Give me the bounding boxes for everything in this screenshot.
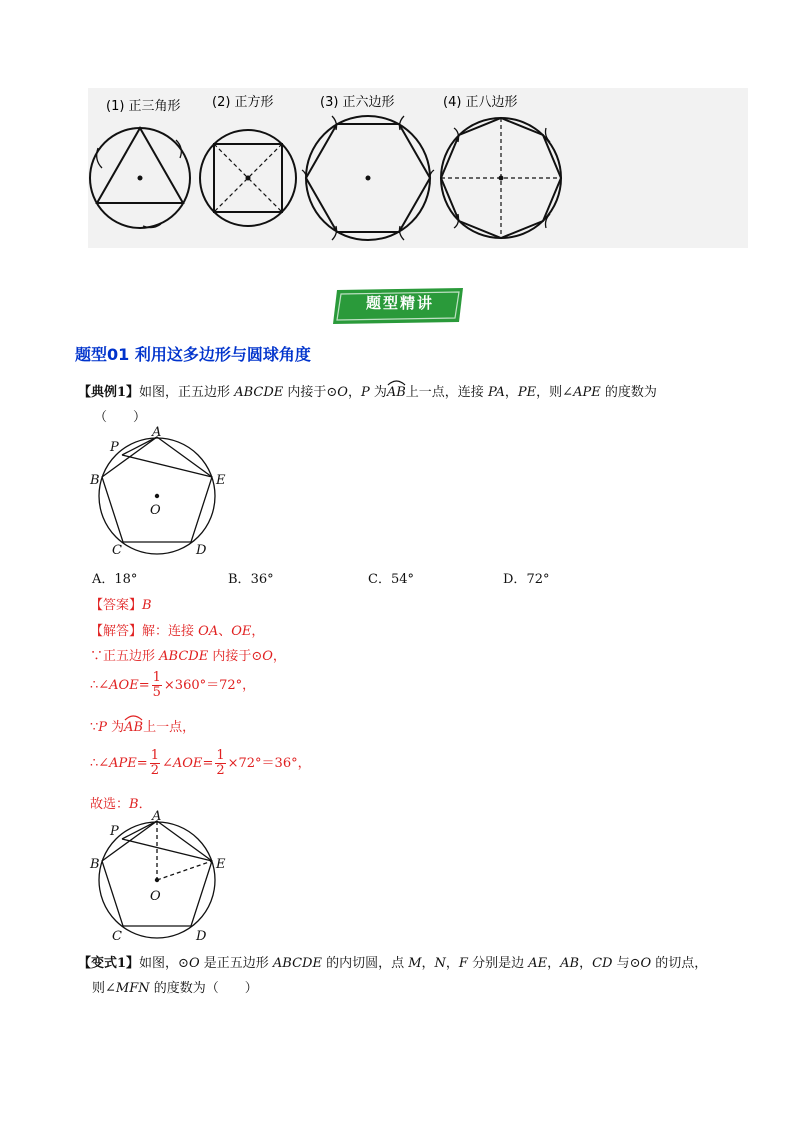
variant-text: ， [579,956,593,971]
fraction-one-fifth [152,671,162,700]
option-label: A． [92,572,115,587]
solution-text: ， [272,649,286,664]
label-a: A [152,425,162,440]
variant-var: CD [592,956,613,971]
pentagon-diagram-2-svg [88,810,238,948]
example-text: 上一点，连接 [405,385,488,400]
variant-text: 与⊙ [612,956,641,971]
option-b[interactable] [228,568,274,587]
solution-line-1 [90,620,264,639]
figure-label-hexagon: (3) 正六边形 [320,95,395,110]
solution-var: AOE [109,678,139,693]
polygon-constructions-figure [88,88,748,248]
example-text: ，则∠ [536,385,574,400]
variant-var: O [640,956,652,971]
solution-text: = [136,756,148,771]
variant-1-question [78,952,707,971]
variant-text: ， [547,956,561,971]
pentagon-diagram-1 [88,424,238,562]
solution-text: ∠ [161,756,173,771]
variant-text: 是正五边形 [199,956,273,971]
variant-text: ， [421,956,435,971]
solution-line-5 [90,749,311,778]
example-text: 为 [369,385,387,400]
option-value: 36° [250,572,274,587]
solution-text: 内接于⊙ [208,649,263,664]
solution-var: APE [109,756,137,771]
variant-var: F [458,956,468,971]
variant-tag: 【变式1】 [78,956,140,971]
solution-line-2 [90,645,286,664]
example-var-abcde: ABCDE [234,385,284,400]
fraction-denominator: 5 [152,685,161,700]
solution-text: 故选： [90,797,130,812]
solution-line-4 [90,716,195,735]
arc-ab [387,385,406,400]
variant-text: ， [445,956,459,971]
fraction-one-half-2 [215,749,225,778]
variant-text: 则∠ [92,981,116,996]
fraction-one-half [150,749,160,778]
banner-title: 题型精讲 [365,294,434,312]
fraction-numerator: 1 [216,748,225,763]
label-c: C [112,543,122,558]
label-p: P [110,440,119,455]
solution-var: AOE [172,756,203,771]
label-o: O [150,503,161,518]
label-c: C [112,929,122,944]
answer-line [90,594,152,613]
option-value: 72° [526,572,550,587]
variant-var: O [188,956,200,971]
option-value: 54° [390,572,414,587]
option-label: C． [368,572,391,587]
segment-pe [122,455,212,477]
solution-tag: 【解答】 [90,624,143,639]
variant-var: N [434,956,446,971]
fraction-denominator: 2 [150,763,159,778]
example-text: ， [504,385,518,400]
solution-text: = [202,756,214,771]
solution-text: 上一点， [143,720,196,735]
solution-text: ×72°＝36°， [227,756,311,771]
fraction-denominator: 2 [216,763,225,778]
solution-var: OE [231,624,252,639]
segment-oe [157,861,212,880]
answer-tag: 【答案】 [90,598,143,613]
segment-pe [122,839,212,861]
solution-var: O [262,649,273,664]
example-answer-blank: （ ） [94,410,147,425]
solution-text: 、 [218,624,232,639]
option-a[interactable] [92,568,137,587]
solution-text: ∴∠ [90,678,110,693]
variant-text: 的度数为（ ） [149,981,258,996]
label-e: E [216,857,226,872]
variant-var: MFN [115,981,150,996]
example-text: 的度数为 [600,385,657,400]
example-var-pe: PE [517,385,537,400]
example-text: ， [347,385,361,400]
label-b: B [90,473,100,488]
example-var-ape: APE [573,385,601,400]
variant-text: 的切点， [651,956,708,971]
variant-text: 分别是边 [467,956,529,971]
example-text: 内接于⊙ [283,385,338,400]
figure-label-triangle: (1) 正三角形 [106,99,181,114]
solution-text: ×360°＝72°， [163,678,256,693]
arc-ab-solution [124,720,143,735]
solution-text: 为 [107,720,125,735]
solution-text: 解：连接 [142,624,199,639]
section-title: 题型01 利用这多边形与圆球角度 [75,345,311,364]
solution-text: ． [138,797,152,812]
fraction-numerator: 1 [152,670,161,685]
variant-var: AE [528,956,548,971]
label-d: D [196,929,207,944]
solution-text: ∵正五边形 [90,649,160,664]
variant-1-question-line-2 [92,977,258,996]
figure-label-square: (2) 正方形 [212,95,274,110]
option-label: D． [503,572,527,587]
solution-var: OA [198,624,219,639]
example-var-pa: PA [487,385,505,400]
example-text: 如图，正五边形 [139,385,235,400]
figure-label-octagon: (4) 正八边形 [443,95,518,110]
pentagon-diagram-1-svg [88,424,238,562]
variant-var: AB [560,956,580,971]
label-b: B [90,857,100,872]
solution-var: B [129,797,139,812]
solution-text: ∴∠ [90,756,110,771]
option-label: B． [228,572,251,587]
variant-text: 的内切圆，点 [321,956,409,971]
polygon-constructions-svg [88,88,748,248]
solution-text: = [138,678,150,693]
label-e: E [216,473,226,488]
example-var-o: O [337,385,348,400]
example-var-p: P [360,385,370,400]
option-d[interactable] [503,568,549,587]
solution-var: ABCDE [159,649,209,664]
label-d: D [196,543,207,558]
solution-var: P [98,720,108,735]
solution-text: ， [251,624,265,639]
variant-text: 如图，⊙ [139,956,189,971]
label-o: O [150,889,161,904]
label-a: A [152,810,162,824]
example-tag: 【典例1】 [78,385,140,400]
solution-text: ∵ [90,720,99,735]
variant-var: M [408,956,422,971]
fraction-numerator: 1 [150,748,159,763]
example-1-question [78,381,657,400]
label-p: P [110,824,119,839]
option-value: 18° [114,572,138,587]
variant-var: ABCDE [272,956,322,971]
answer-value: B [142,598,152,613]
section-banner [333,286,467,326]
arc-ab-label: AB [386,385,406,400]
option-c[interactable] [368,568,414,587]
pentagon-diagram-2 [88,810,238,948]
arc-ab-solution-label: AB [124,720,144,735]
solution-line-3 [90,671,255,700]
